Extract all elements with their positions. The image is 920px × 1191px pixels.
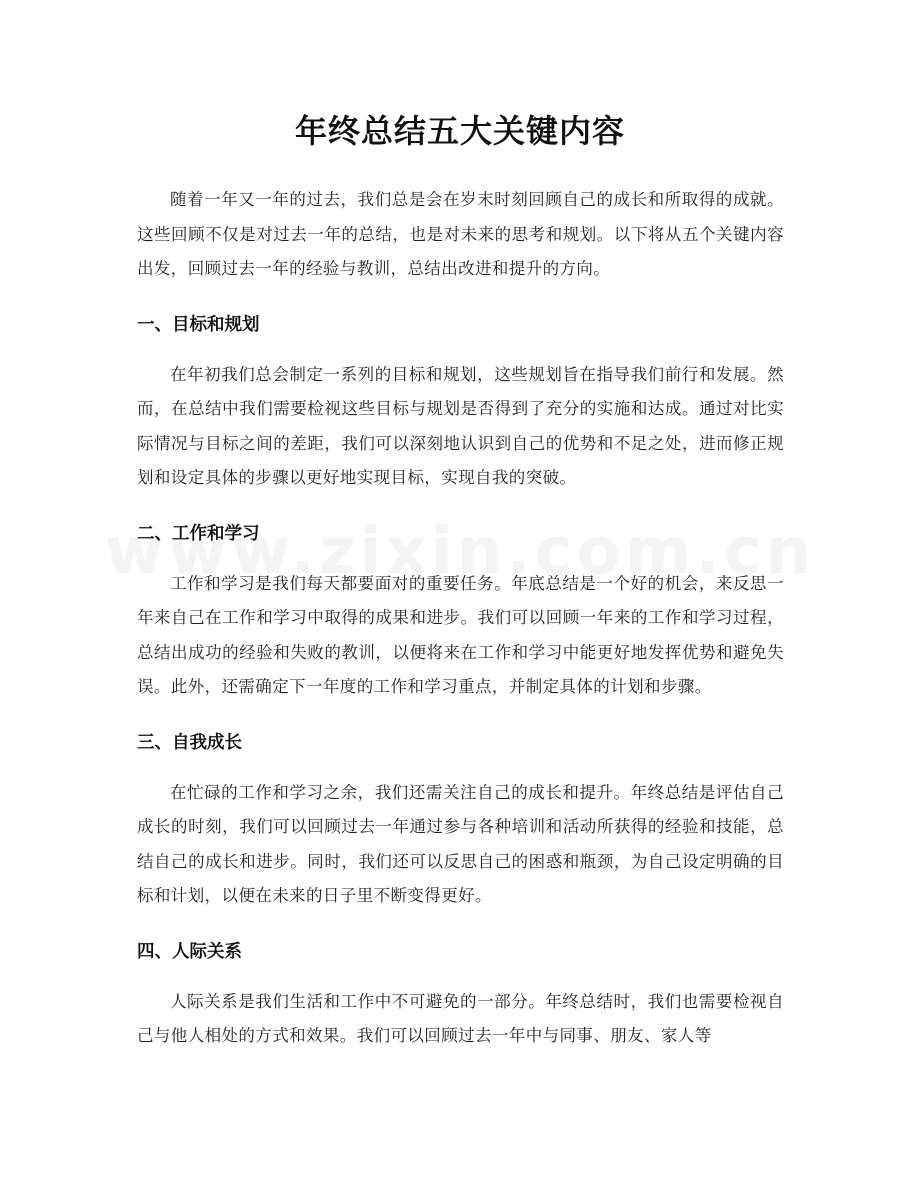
section-body-relationships: 人际关系是我们生活和工作中不可避免的一部分。年终总结时，我们也需要检视自己与他人相处的方式和效果。我们可以回顾过去一年中与同事、朋友、家人等 <box>137 991 784 1045</box>
section-heading-goals: 一、目标和规划 <box>137 314 260 335</box>
section-heading-work-study: 二、工作和学习 <box>137 523 260 544</box>
intro-paragraph: 随着一年又一年的过去，我们总是会在岁末时刻回顾自己的成长和所取得的成就。这些回顾不仅是对过去一年的总结，也是对未来的思考和规划。以下将从五个关键内容出发，回顾过去一年的经验与教训，总结出改进和提升的方向。 <box>137 190 784 278</box>
document-title: 年终总结五大关键内容 <box>294 112 625 150</box>
section-body-goals: 在年初我们总会制定一系列的目标和规划，这些规划旨在指导我们前行和发展。然而，在总结中我们需要检视这些目标与规划是否得到了充分的实施和达成。通过对比实际情况与目标之间的差距，我们可以深刻地认识到自己的优势和不足之处，进而修正规划和设定具体的步骤以更好地实现目标，实现自我的突破。 <box>137 364 784 487</box>
document-body <box>137 183 784 1054</box>
section-body-work-study: 工作和学习是我们每天都要面对的重要任务。年底总结是一个好的机会，来反思一年来自己在工作和学习中取得的成果和进步。我们可以回顾一年来的工作和学习过程，总结出成功的经验和失败的教训，以便将来在工作和学习中能更好地发挥优势和避免失误。此外，还需确定下一年度的工作和学习重点，并制定具体的计划和步骤。 <box>137 573 784 696</box>
section-heading-self-growth: 三、自我成长 <box>137 732 242 753</box>
section-heading-relationships: 四、人际关系 <box>137 941 242 962</box>
section-body-self-growth: 在忙碌的工作和学习之余，我们还需关注自己的成长和提升。年终总结是评估自己成长的时刻，我们可以回顾过去一年通过参与各种培训和活动所获得的经验和技能，总结自己的成长和进步。同时，我们还可以反思自己的困惑和瓶颈，为自己设定明确的目标和计划，以便在未来的日子里不断变得更好。 <box>137 782 784 905</box>
